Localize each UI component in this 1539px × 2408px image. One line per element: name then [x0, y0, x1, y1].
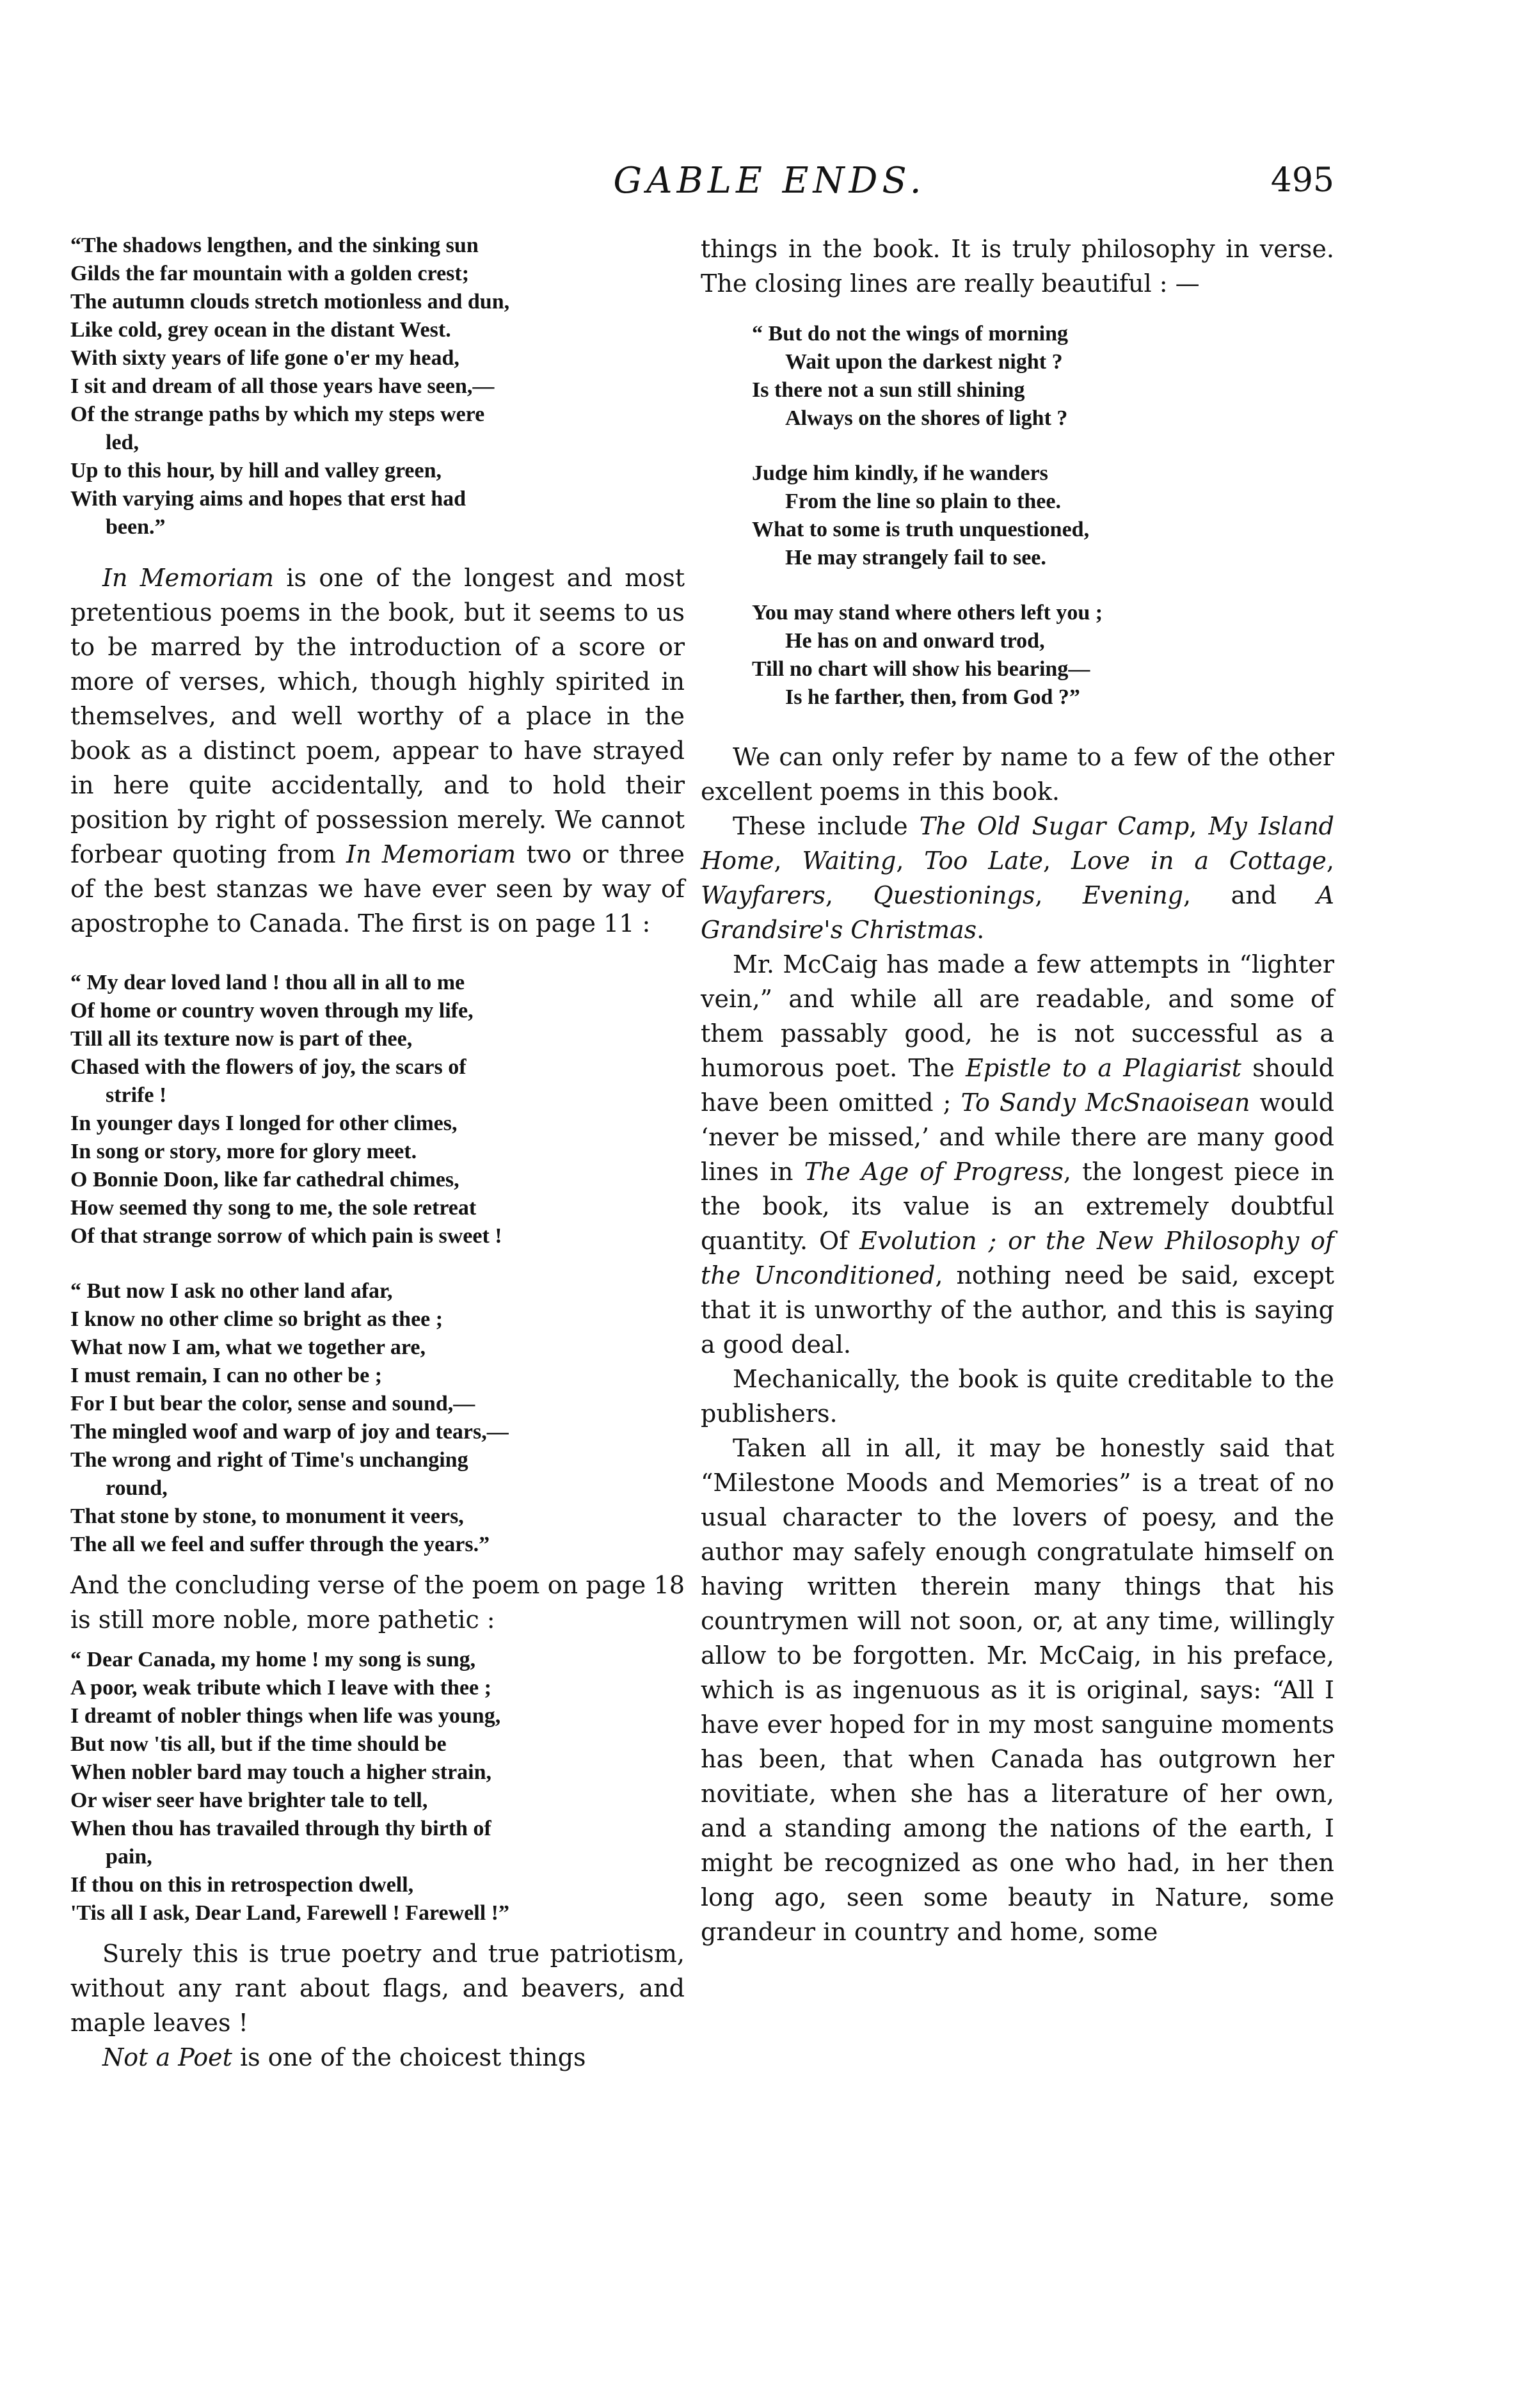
verse-line: The mingled woof and warp of joy and tears,— — [70, 1420, 509, 1444]
poem-title: Evening — [1082, 881, 1184, 909]
verse-line: Of that strange sorrow of which pain is sweet ! — [70, 1224, 502, 1248]
verse-line: round, — [106, 1476, 168, 1500]
verse-line: The wrong and right of Time's unchanging — [70, 1448, 468, 1472]
verse-line: “ But now I ask no other land afar, — [70, 1279, 393, 1303]
separator: , — [1042, 847, 1071, 875]
verse-line: 'Tis all I ask, Dear Land, Farewell ! Farewell !” — [70, 1901, 509, 1925]
verse-line: The autumn clouds stretch motionless and dun, — [70, 290, 510, 314]
poem-title: My Island Home — [701, 812, 1334, 875]
poem-title: Too Late — [924, 847, 1043, 875]
verse-line: “ My dear loved land ! thou all in all to me — [70, 971, 465, 994]
verse-line: Up to this hour, by hill and valley green, — [70, 459, 442, 482]
verse-line: Of home or country woven through my life, — [70, 999, 474, 1023]
paragraph: Mechanically, the book is quite creditable to the publishers. — [701, 1365, 1334, 1428]
paragraph-text: Mr. McCaig has made a few attempts in “lighter vein,” and while all are readable, and some of them passably good, he is not successful as a humorous poet. The — [701, 950, 1334, 1082]
verse-line: I know no other clime so bright as thee ; — [70, 1307, 443, 1331]
paragraph: We can only refer by name to a few of the other excellent poems in this book. — [701, 743, 1334, 806]
separator: . — [977, 916, 985, 944]
verse-line: For I but bear the color, sense and sound,— — [70, 1392, 475, 1415]
verse-line: Gilds the far mountain with a golden crest; — [70, 262, 470, 285]
verse-line: Of the strange paths by which my steps were — [70, 403, 485, 426]
paragraph: Surely this is true poetry and true patriotism, without any rant about flags, and beavers, and maple leaves ! — [70, 1940, 685, 2037]
paragraph-text: two or three of the best stanzas we have ever seen by way of apostrophe to Canada. The first is on page 11 : — [70, 840, 685, 937]
verse-line: O Bonnie Doon, like far cathedral chimes, — [70, 1168, 459, 1192]
verse-line: led, — [106, 431, 139, 454]
verse-line: But now 'tis all, but if the time should be — [70, 1732, 447, 1756]
prose-block — [701, 740, 1334, 1949]
poem-title: Epistle to a Plagiarist — [966, 1054, 1241, 1082]
verse-line: From the line so plain to thee. — [785, 490, 1061, 513]
poem-title: Not a Poet — [102, 2043, 232, 2071]
verse-line: When nobler bard may touch a higher strain, — [70, 1760, 492, 1784]
verse-line: I dreamt of nobler things when life was young, — [70, 1704, 501, 1728]
verse-line: In song or story, more for glory meet. — [70, 1140, 417, 1163]
paragraph: Taken all in all, it may be honestly said that “Milestone Moods and Memories” is a treat of no usual character to the lovers of poesy, and the author may safely enough congratulate himself on having written therein many things that his countrymen will not soon, or, at any time, willingly allow to be forgotten. Mr. McCaig, in his preface, which is as ingenuous as it is original, says: “All I have ever hoped for in my most sanguine moments has been, that when Canada has outgrown her novitiate, when she has a literature of her own, and a standing among the nations of the earth, I might be recognized as one who had, in her then long ago, seen some beauty in Nature, some grandeur in country and home, some — [701, 1434, 1334, 1946]
paragraph: And the concluding verse of the poem on page 18 is still more noble, more pathetic : — [70, 1571, 685, 1634]
verse-line: pain, — [106, 1845, 152, 1869]
right-column — [701, 232, 1334, 1949]
verse-block — [701, 320, 1334, 712]
verse-line: With sixty years of life gone o'er my head, — [70, 346, 459, 370]
separator: , — [774, 847, 802, 875]
poem-title: To Sandy McSnaoisean — [961, 1088, 1250, 1117]
verse-line: Like cold, grey ocean in the distant West. — [70, 318, 451, 342]
prose-block — [70, 561, 685, 941]
verse-line: been.” — [106, 515, 166, 539]
paragraph — [70, 2040, 685, 2075]
verse-line: When thou has travailed through thy birth of — [70, 1817, 491, 1840]
separator: , — [1189, 812, 1209, 840]
paragraph-text: , the longest piece in the book, its value is an extremely doubtful quantity. Of — [701, 1158, 1334, 1255]
left-column — [70, 232, 685, 2075]
paragraph: things in the book. It is truly philosophy in verse. The closing lines are really beautiful : — — [701, 235, 1334, 298]
verse-line: “ Dear Canada, my home ! my song is sung, — [70, 1648, 476, 1671]
verse-line: Is there not a sun still shining — [752, 378, 1025, 402]
verse-line: Chased with the flowers of joy, the scars of — [70, 1055, 466, 1079]
prose-block — [70, 1568, 685, 1637]
page-number: 495 — [1270, 161, 1334, 200]
verse-block — [70, 1646, 685, 1927]
verse-line: The all we feel and suffer through the years.” — [70, 1533, 490, 1556]
paragraph-text: is one of the choicest things — [232, 2043, 586, 2071]
paragraph-text: should have been omitted ; — [701, 1054, 1334, 1117]
poem-title: Evolution ; or the New Philosophy of the Unconditioned — [701, 1227, 1334, 1289]
poem-title: Questionings — [873, 881, 1035, 909]
verse-line: I must remain, I can no other be ; — [70, 1364, 383, 1387]
verse-line: strife ! — [106, 1083, 167, 1107]
paragraph-text: These include — [733, 812, 920, 840]
verse-line: Is he farther, then, from God ?” — [785, 685, 1080, 709]
paragraph-text: is one of the longest and most pretentious poems in the book, but it seems to us to be marred by the introduction of a score or more of verses, which, though highly spirited in themselves, and well worthy of a place in the book as a distinct poem, appear to have strayed in here quite accidentally, and to hold their position by right of possession merely. We cannot forbear quoting from — [70, 564, 685, 868]
verse-line: That stone by stone, to monument it veers, — [70, 1504, 464, 1528]
verse-line: Till all its texture now is part of thee, — [70, 1027, 413, 1051]
running-title: GABLE ENDS. — [613, 160, 926, 202]
prose-block — [701, 232, 1334, 301]
verse-block — [70, 232, 685, 541]
poem-title: In Memoriam — [346, 840, 516, 868]
poem-title: A Grandsire's Christmas — [701, 881, 1334, 944]
verse-line: I sit and dream of all those years have seen,— — [70, 374, 495, 398]
verse-line: He may strangely fail to see. — [785, 546, 1046, 570]
poem-title: In Memoriam — [102, 564, 275, 592]
verse-line: Wait upon the darkest night ? — [785, 350, 1063, 374]
paragraph-text: , nothing need be said, except that it is unworthy of the author, and this is saying a good deal. — [701, 1261, 1334, 1359]
prose-block — [70, 1936, 685, 2075]
verse-line: Judge him kindly, if he wanders — [752, 461, 1048, 485]
poem-title: The Old Sugar Camp — [919, 812, 1190, 840]
verse-line: Or wiser seer have brighter tale to tell, — [70, 1789, 428, 1812]
verse-line: He has on and onward trod, — [785, 629, 1045, 653]
poem-title: Waiting — [802, 847, 897, 875]
separator: , and — [1183, 881, 1317, 909]
verse-line: Till no chart will show his bearing— — [752, 657, 1090, 681]
separator: , — [825, 881, 873, 909]
paragraph — [701, 947, 1334, 1362]
verse-line: How seemed thy song to me, the sole retreat — [70, 1196, 477, 1220]
verse-line: A poor, weak tribute which I leave with thee ; — [70, 1676, 491, 1700]
paragraph-text: would ‘never be missed,’ and while there are many good lines in — [701, 1088, 1335, 1186]
verse-line: With varying aims and hopes that erst had — [70, 487, 466, 511]
paragraph — [70, 561, 685, 941]
poem-title: The Age of Progress — [804, 1158, 1064, 1186]
verse-line: You may stand where others left you ; — [752, 601, 1103, 625]
poem-title: Wayfarers — [701, 881, 825, 909]
verse-block — [70, 969, 685, 1559]
verse-line: “The shadows lengthen, and the sinking sun — [70, 234, 479, 257]
verse-line: If thou on this in retrospection dwell, — [70, 1873, 414, 1897]
verse-line: Always on the shores of light ? — [785, 406, 1068, 430]
separator: , — [896, 847, 925, 875]
verse-line: What to some is truth unquestioned, — [752, 518, 1090, 541]
paragraph — [701, 809, 1334, 947]
separator: , — [1326, 847, 1334, 875]
verse-line: “ But do not the wings of morning — [752, 322, 1069, 346]
verse-line: In younger days I longed for other climes, — [70, 1112, 458, 1135]
separator: , — [1035, 881, 1083, 909]
poem-title: Love in a Cottage — [1071, 847, 1327, 875]
verse-line: What now I am, what we together are, — [70, 1336, 426, 1359]
